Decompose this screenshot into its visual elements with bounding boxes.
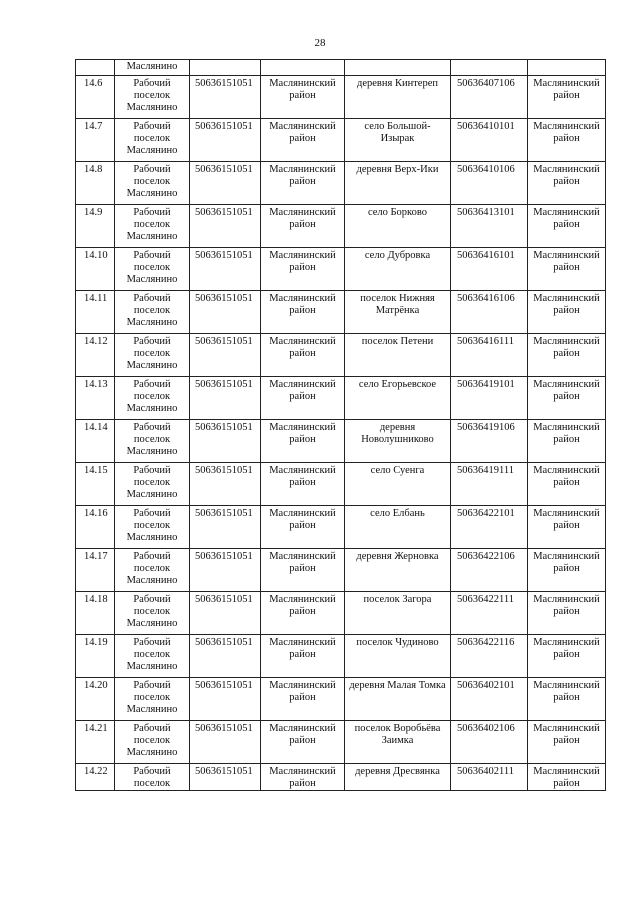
- table-row: [76, 291, 606, 334]
- cell-area-line: Маслянинский: [533, 379, 600, 390]
- cell-number: 14.10: [76, 248, 115, 291]
- table-row: [76, 119, 606, 162]
- cell-area-line: район: [553, 735, 580, 746]
- cell-settlement-line: Рабочий: [133, 637, 171, 648]
- cell-district: [261, 635, 345, 678]
- table-row: [76, 463, 606, 506]
- cell-locality-line: Новолушниково: [361, 434, 434, 445]
- cell-area-line: район: [553, 778, 580, 789]
- cell-area: [528, 764, 606, 791]
- cell-locality-line: поселок Загора: [363, 594, 432, 605]
- cell-locality-code: 50636402106: [451, 721, 528, 764]
- cell-settlement-line: Рабочий: [133, 594, 171, 605]
- cell-area-line: Маслянинский: [533, 637, 600, 648]
- cell-locality-code: 50636402101: [451, 678, 528, 721]
- cell-settlement: [115, 463, 190, 506]
- cell-settlement-line: поселок: [133, 90, 171, 101]
- cell-district: [261, 119, 345, 162]
- cell-locality-code: 50636402111: [451, 764, 528, 791]
- table-row: [76, 506, 606, 549]
- cell-locality-line: Матрёнка: [375, 305, 420, 316]
- cell-area-line: Маслянинский: [533, 594, 600, 605]
- cell-settlement-line: поселок: [133, 520, 171, 531]
- cell-area: [528, 463, 606, 506]
- cell-settlement-line: Маслянино: [126, 446, 178, 457]
- cell-area-line: район: [553, 176, 580, 187]
- cell-number: 14.9: [76, 205, 115, 248]
- cell-locality-line: Изырак: [380, 133, 415, 144]
- cell-settlement: [115, 76, 190, 119]
- cell-locality-line: село Дубровка: [364, 250, 431, 261]
- cell-settlement-line: Рабочий: [133, 508, 171, 519]
- cell-locality-line: деревня Верх-Ики: [356, 164, 439, 175]
- cell-area-line: Маслянинский: [533, 508, 600, 519]
- cell-locality-line: поселок Чудиново: [356, 637, 439, 648]
- cell-district-line: Маслянинский: [269, 594, 336, 605]
- cell-settlement-line: Рабочий: [133, 422, 171, 433]
- cell-locality-code: 50636422101: [451, 506, 528, 549]
- cell-number: 14.13: [76, 377, 115, 420]
- cell-settlement-line: Рабочий: [133, 121, 171, 132]
- cell-number: 14.12: [76, 334, 115, 377]
- cell-locality: [345, 248, 451, 291]
- cell-settlement-line: Маслянино: [126, 145, 178, 156]
- cell-district: [261, 205, 345, 248]
- cell-settlement-line: поселок: [133, 477, 171, 488]
- cell-settlement: [115, 635, 190, 678]
- cell-settlement-line: Рабочий: [133, 551, 171, 562]
- cell-settlement-line: поселок: [133, 133, 171, 144]
- cell-area: [528, 76, 606, 119]
- cell-settlement-line: Маслянино: [126, 317, 178, 328]
- cell-area-line: район: [553, 262, 580, 273]
- cell-locality-line: поселок Воробьёва: [354, 723, 441, 734]
- cell-oktmo: 50636151051: [190, 721, 261, 764]
- cell-area: [528, 60, 606, 76]
- cell-settlement-line: поселок: [133, 692, 171, 703]
- cell-district-line: район: [289, 520, 316, 531]
- cell-locality: [345, 721, 451, 764]
- cell-settlement-line: поселок: [133, 176, 171, 187]
- cell-oktmo: 50636151051: [190, 334, 261, 377]
- cell-settlement: [115, 549, 190, 592]
- cell-settlement-line: Маслянино: [126, 188, 178, 199]
- cell-number: 14.21: [76, 721, 115, 764]
- table-row: [76, 592, 606, 635]
- cell-district-line: район: [289, 649, 316, 660]
- cell-settlement-line: поселок: [133, 219, 171, 230]
- cell-district-line: Маслянинский: [269, 164, 336, 175]
- cell-settlement: [115, 678, 190, 721]
- cell-district: [261, 764, 345, 791]
- cell-area-line: Маслянинский: [533, 336, 600, 347]
- page-number: 28: [314, 37, 326, 49]
- cell-settlement-line: поселок: [133, 735, 171, 746]
- cell-locality-line: поселок Петени: [361, 336, 434, 347]
- cell-locality-code: 50636422116: [451, 635, 528, 678]
- cell-locality-code: 50636410101: [451, 119, 528, 162]
- cell-area-line: район: [553, 477, 580, 488]
- cell-locality: [345, 635, 451, 678]
- cell-district: [261, 291, 345, 334]
- cell-district: [261, 463, 345, 506]
- cell-district-line: район: [289, 692, 316, 703]
- cell-locality: [345, 764, 451, 791]
- cell-settlement-line: Маслянино: [126, 661, 178, 672]
- cell-settlement: [115, 721, 190, 764]
- cell-settlement: [115, 248, 190, 291]
- cell-oktmo: 50636151051: [190, 549, 261, 592]
- cell-locality-line: деревня Малая Томка: [349, 680, 446, 691]
- cell-oktmo: 50636151051: [190, 420, 261, 463]
- cell-oktmo: 50636151051: [190, 635, 261, 678]
- cell-locality-line: село Борково: [367, 207, 428, 218]
- cell-area-line: район: [553, 391, 580, 402]
- cell-district-line: район: [289, 477, 316, 488]
- cell-area: [528, 119, 606, 162]
- cell-locality: [345, 291, 451, 334]
- table-row: [76, 162, 606, 205]
- cell-area-line: Маслянинский: [533, 78, 600, 89]
- cell-settlement-line: Маслянино: [126, 274, 178, 285]
- cell-district-line: район: [289, 133, 316, 144]
- cell-district-line: район: [289, 262, 316, 273]
- cell-oktmo: 50636151051: [190, 162, 261, 205]
- cell-settlement-line: поселок: [133, 348, 171, 359]
- cell-district-line: район: [289, 778, 316, 789]
- cell-district-line: район: [289, 176, 316, 187]
- table-row: [76, 549, 606, 592]
- cell-district-line: Маслянинский: [269, 207, 336, 218]
- cell-settlement-line: Рабочий: [133, 207, 171, 218]
- cell-oktmo: 50636151051: [190, 463, 261, 506]
- table-row: [76, 420, 606, 463]
- cell-number: 14.17: [76, 549, 115, 592]
- cell-district-line: район: [289, 735, 316, 746]
- cell-area: [528, 592, 606, 635]
- table-row: [76, 635, 606, 678]
- cell-locality: [345, 60, 451, 76]
- cell-settlement-line: поселок: [133, 305, 171, 316]
- cell-settlement-line: Рабочий: [133, 78, 171, 89]
- cell-settlement-line: поселок: [133, 434, 171, 445]
- cell-district-line: Маслянинский: [269, 723, 336, 734]
- cell-district-line: Маслянинский: [269, 293, 336, 304]
- cell-area-line: Маслянинский: [533, 465, 600, 476]
- cell-oktmo: 50636151051: [190, 119, 261, 162]
- cell-settlement-line: Рабочий: [133, 293, 171, 304]
- cell-district: [261, 162, 345, 205]
- cell-number: [76, 60, 115, 76]
- cell-number: 14.6: [76, 76, 115, 119]
- cell-area: [528, 205, 606, 248]
- cell-locality: [345, 463, 451, 506]
- cell-locality: [345, 205, 451, 248]
- cell-locality-code: 50636422111: [451, 592, 528, 635]
- cell-area-line: Маслянинский: [533, 207, 600, 218]
- cell-settlement-line: Маслянино: [126, 231, 178, 242]
- cell-area-line: район: [553, 348, 580, 359]
- cell-district: [261, 678, 345, 721]
- cell-area-line: район: [553, 219, 580, 230]
- cell-locality-code: 50636416101: [451, 248, 528, 291]
- cell-district: [261, 549, 345, 592]
- cell-locality-code: 50636407106: [451, 76, 528, 119]
- cell-district-line: район: [289, 606, 316, 617]
- cell-area-line: Маслянинский: [533, 293, 600, 304]
- cell-number: 14.20: [76, 678, 115, 721]
- cell-settlement-line: поселок: [133, 649, 171, 660]
- cell-locality: [345, 334, 451, 377]
- cell-oktmo: 50636151051: [190, 248, 261, 291]
- cell-area: [528, 549, 606, 592]
- cell-district: [261, 506, 345, 549]
- cell-settlement: [115, 162, 190, 205]
- cell-area: [528, 635, 606, 678]
- cell-district-line: район: [289, 305, 316, 316]
- cell-district-line: Маслянинский: [269, 250, 336, 261]
- cell-locality: [345, 76, 451, 119]
- cell-area: [528, 248, 606, 291]
- cell-number: 14.14: [76, 420, 115, 463]
- cell-area: [528, 162, 606, 205]
- cell-district: [261, 248, 345, 291]
- cell-area-line: район: [553, 90, 580, 101]
- table-row: [76, 334, 606, 377]
- cell-district-line: Маслянинский: [269, 121, 336, 132]
- cell-number: 14.19: [76, 635, 115, 678]
- cell-locality-line: Заимка: [381, 735, 414, 746]
- cell-locality-line: деревня: [379, 422, 416, 433]
- cell-locality-line: поселок Нижняя: [360, 293, 435, 304]
- cell-settlement-line: Рабочий: [133, 680, 171, 691]
- cell-district-line: Маслянинский: [269, 637, 336, 648]
- cell-settlement-line: Маслянино: [126, 489, 178, 500]
- cell-area-line: Маслянинский: [533, 551, 600, 562]
- cell-settlement: [115, 592, 190, 635]
- cell-settlement-line: Рабочий: [133, 723, 171, 734]
- cell-oktmo: 50636151051: [190, 291, 261, 334]
- cell-settlement-line: Маслянино: [126, 575, 178, 586]
- cell-district-line: Маслянинский: [269, 465, 336, 476]
- cell-settlement-line: Рабочий: [133, 465, 171, 476]
- table-row: [76, 248, 606, 291]
- cell-area-line: район: [553, 649, 580, 660]
- cell-settlement-line: Маслянино: [126, 102, 178, 113]
- cell-settlement-line: Маслянино: [126, 403, 178, 414]
- cell-number: 14.22: [76, 764, 115, 791]
- cell-locality: [345, 506, 451, 549]
- cell-district-line: Маслянинский: [269, 766, 336, 777]
- cell-district: [261, 592, 345, 635]
- cell-oktmo: 50636151051: [190, 76, 261, 119]
- cell-locality-code: 50636413101: [451, 205, 528, 248]
- cell-district-line: Маслянинский: [269, 379, 336, 390]
- cell-oktmo: 50636151051: [190, 764, 261, 791]
- cell-district-line: район: [289, 563, 316, 574]
- cell-area: [528, 377, 606, 420]
- cell-district: [261, 377, 345, 420]
- cell-locality-code: 50636419111: [451, 463, 528, 506]
- cell-number: 14.7: [76, 119, 115, 162]
- cell-area-line: Маслянинский: [533, 422, 600, 433]
- cell-settlement-line: Рабочий: [133, 336, 171, 347]
- cell-locality-code: 50636419106: [451, 420, 528, 463]
- cell-locality: [345, 377, 451, 420]
- cell-area-line: Маслянинский: [533, 680, 600, 691]
- cell-locality-code: 50636419101: [451, 377, 528, 420]
- cell-district-line: Маслянинский: [269, 78, 336, 89]
- cell-district-line: Маслянинский: [269, 508, 336, 519]
- cell-locality: [345, 549, 451, 592]
- cell-settlement-line: Рабочий: [133, 766, 171, 777]
- cell-settlement: [115, 291, 190, 334]
- cell-settlement-line: Маслянино: [126, 532, 178, 543]
- cell-locality-code: 50636422106: [451, 549, 528, 592]
- cell-area: [528, 721, 606, 764]
- cell-oktmo: 50636151051: [190, 678, 261, 721]
- cell-district-line: Маслянинский: [269, 336, 336, 347]
- cell-settlement: [115, 506, 190, 549]
- cell-locality: [345, 162, 451, 205]
- cell-area-line: Маслянинский: [533, 723, 600, 734]
- cell-number: 14.18: [76, 592, 115, 635]
- cell-settlement-line: поселок: [133, 391, 171, 402]
- cell-locality-line: село Егорьевское: [358, 379, 437, 390]
- cell-oktmo: 50636151051: [190, 592, 261, 635]
- cell-area-line: район: [553, 305, 580, 316]
- table-row: [76, 377, 606, 420]
- table-row: [76, 678, 606, 721]
- cell-district-line: район: [289, 348, 316, 359]
- cell-district: [261, 60, 345, 76]
- cell-area-line: район: [553, 606, 580, 617]
- cell-area: [528, 678, 606, 721]
- cell-locality-line: село Елбань: [370, 508, 425, 519]
- cell-area: [528, 506, 606, 549]
- cell-district-line: Маслянинский: [269, 551, 336, 562]
- cell-locality: [345, 420, 451, 463]
- cell-locality: [345, 592, 451, 635]
- cell-area-line: Маслянинский: [533, 121, 600, 132]
- cell-district-line: район: [289, 90, 316, 101]
- cell-area-line: Маслянинский: [533, 766, 600, 777]
- cell-area-line: Маслянинский: [533, 250, 600, 261]
- cell-locality-code: [451, 60, 528, 76]
- cell-district-line: район: [289, 391, 316, 402]
- cell-settlement: Маслянино: [115, 60, 190, 76]
- cell-number: 14.15: [76, 463, 115, 506]
- cell-settlement: [115, 420, 190, 463]
- cell-district: [261, 420, 345, 463]
- cell-locality-code: 50636416106: [451, 291, 528, 334]
- cell-area-line: район: [553, 692, 580, 703]
- cell-area-line: район: [553, 133, 580, 144]
- cell-district-line: Маслянинский: [269, 422, 336, 433]
- table-row: [76, 764, 606, 791]
- cell-district: [261, 76, 345, 119]
- cell-locality: [345, 678, 451, 721]
- cell-oktmo: 50636151051: [190, 506, 261, 549]
- cell-number: 14.11: [76, 291, 115, 334]
- cell-settlement-line: Маслянино: [126, 618, 178, 629]
- cell-locality-line: деревня Дресвянка: [355, 766, 440, 777]
- cell-settlement-line: Маслянино: [126, 704, 178, 715]
- cell-settlement: [115, 205, 190, 248]
- table-row-continuation: [76, 60, 606, 76]
- table-row: [76, 76, 606, 119]
- cell-oktmo: 50636151051: [190, 377, 261, 420]
- cell-locality-code: 50636410106: [451, 162, 528, 205]
- cell-settlement: [115, 334, 190, 377]
- cell-area: [528, 420, 606, 463]
- cell-locality: [345, 119, 451, 162]
- cell-district-line: район: [289, 219, 316, 230]
- cell-area-line: район: [553, 520, 580, 531]
- cell-locality-line: село Большой-: [364, 121, 431, 132]
- cell-oktmo: [190, 60, 261, 76]
- cell-number: 14.16: [76, 506, 115, 549]
- cell-district-line: Маслянинский: [269, 680, 336, 691]
- cell-settlement-line: поселок: [133, 778, 171, 789]
- cell-locality-line: деревня Жерновка: [356, 551, 439, 562]
- settlements-table: [75, 59, 606, 791]
- cell-settlement-line: Рабочий: [133, 164, 171, 175]
- cell-district: [261, 334, 345, 377]
- cell-settlement-line: Рабочий: [133, 250, 171, 261]
- cell-settlement-line: Маслянино: [126, 747, 178, 758]
- table-row: [76, 205, 606, 248]
- cell-oktmo: 50636151051: [190, 205, 261, 248]
- cell-settlement: [115, 764, 190, 791]
- cell-locality-line: село Суенга: [370, 465, 425, 476]
- cell-district-line: район: [289, 434, 316, 445]
- cell-area-line: район: [553, 434, 580, 445]
- cell-area-line: район: [553, 563, 580, 574]
- cell-settlement-line: Маслянино: [126, 360, 178, 371]
- cell-district: [261, 721, 345, 764]
- cell-settlement-line: Рабочий: [133, 379, 171, 390]
- cell-settlement-line: поселок: [133, 606, 171, 617]
- cell-area: [528, 291, 606, 334]
- cell-locality-line: деревня Кинтереп: [357, 78, 438, 89]
- table-row: [76, 721, 606, 764]
- cell-number: 14.8: [76, 162, 115, 205]
- cell-area: [528, 334, 606, 377]
- cell-settlement-line: поселок: [133, 262, 171, 273]
- cell-settlement: [115, 377, 190, 420]
- cell-locality-code: 50636416111: [451, 334, 528, 377]
- cell-area-line: Маслянинский: [533, 164, 600, 175]
- cell-settlement-line: поселок: [133, 563, 171, 574]
- cell-settlement: [115, 119, 190, 162]
